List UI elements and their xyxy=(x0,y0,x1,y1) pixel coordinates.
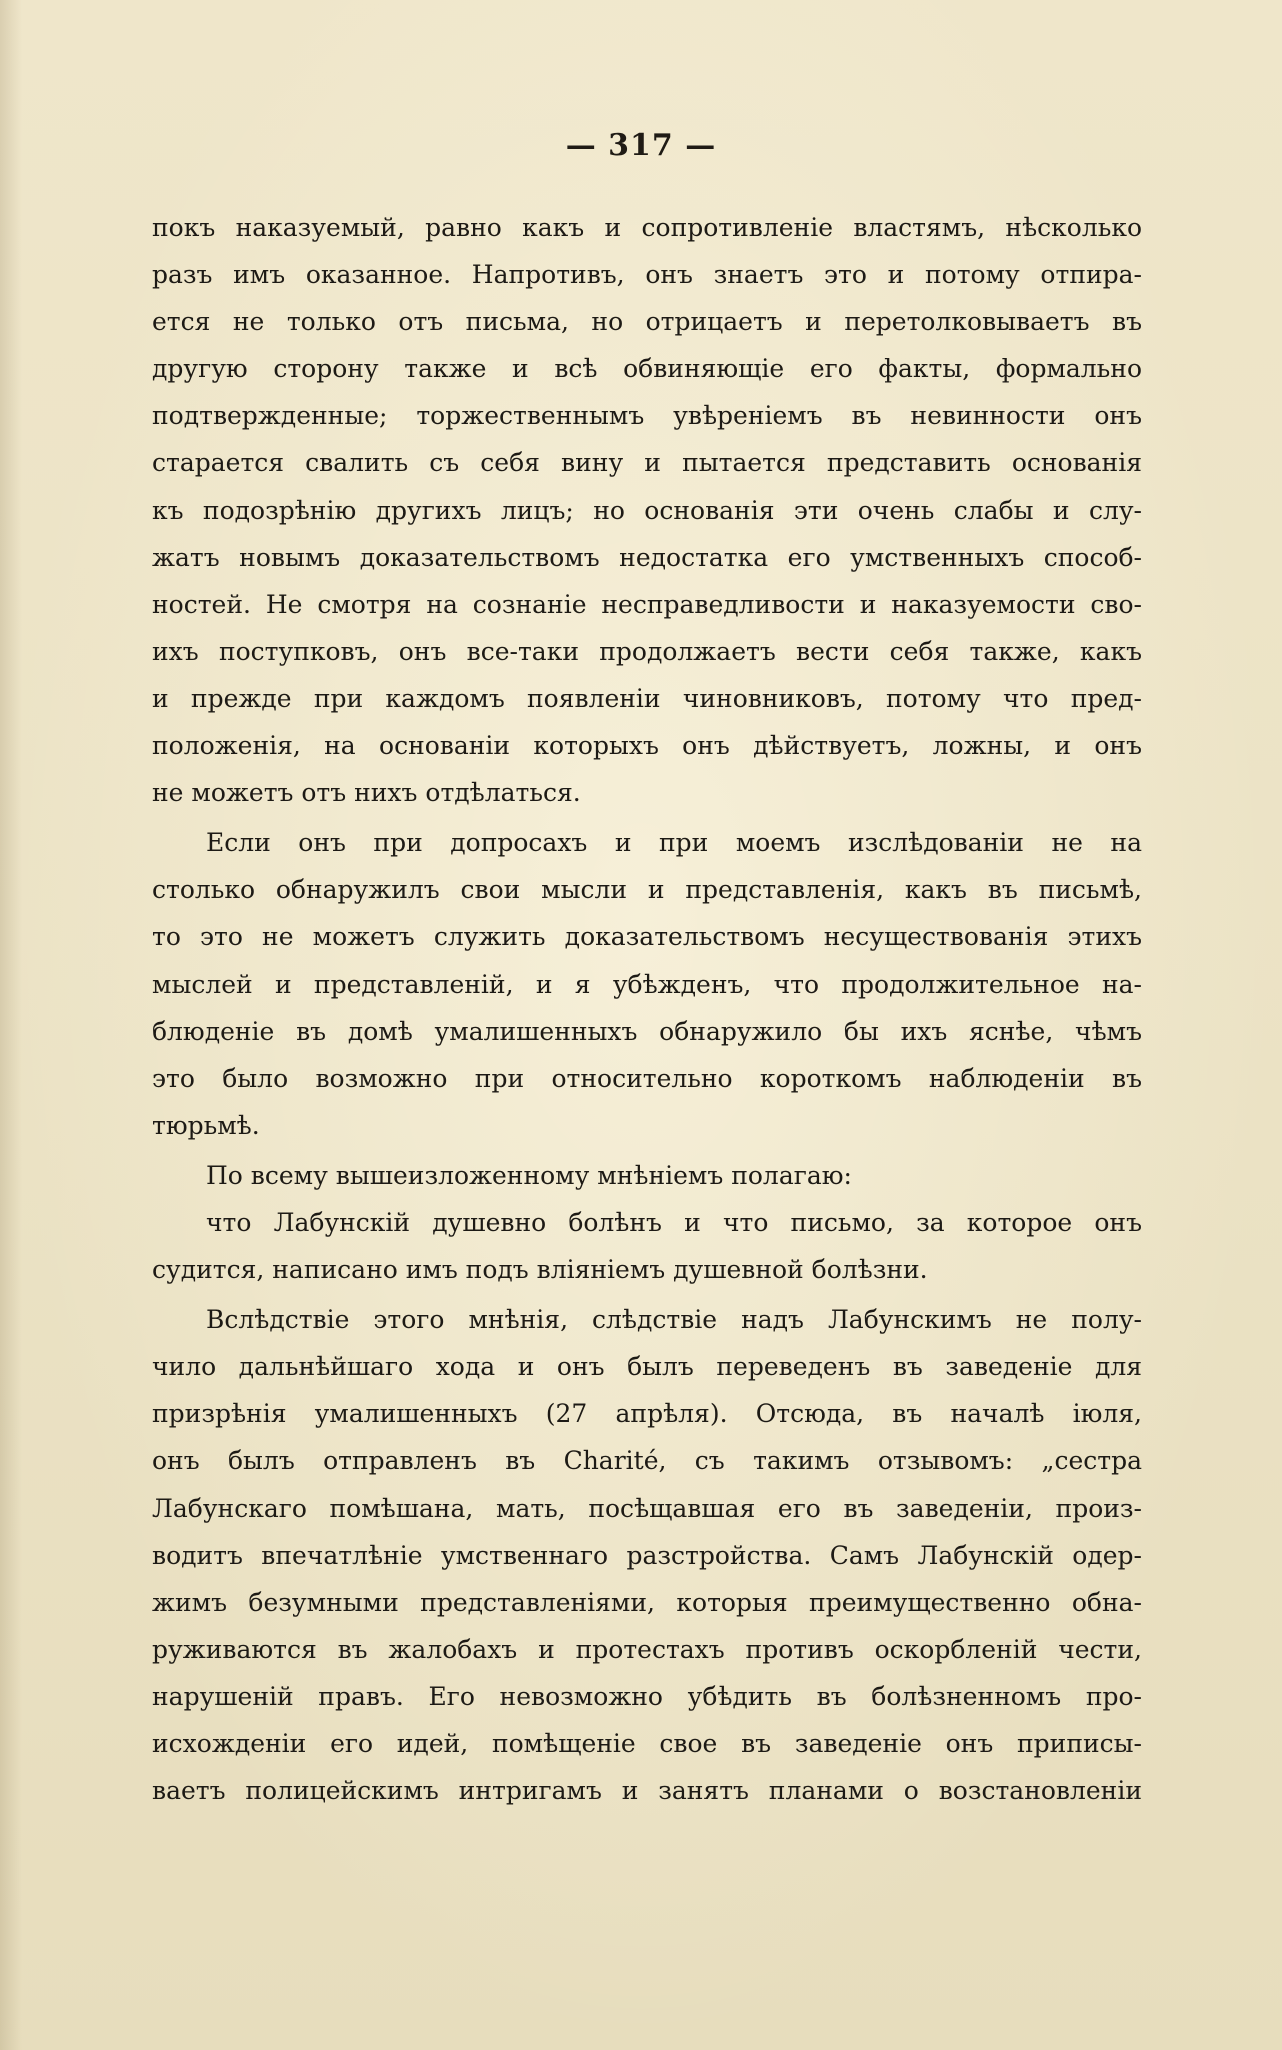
text-line: нарушеній правъ. Его невозможно убѣдить въ болѣзненномъ про- xyxy=(152,1681,1142,1711)
paragraph-1 xyxy=(152,204,1142,816)
page-number: — 317 — xyxy=(565,128,717,163)
text-line: Лабунскаго помѣшана, мать, посѣщавшая его въ заведеніи, произ- xyxy=(152,1493,1142,1523)
page-text xyxy=(152,204,1142,1814)
text-line: ихъ поступковъ, онъ все-таки продолжаетъ вести себя также, какъ xyxy=(152,636,1142,666)
text-line: судится, написано имъ подъ вліяніемъ душевной болѣзни. xyxy=(152,1255,928,1285)
text-line: жимъ безумными представленіями, которыя преимущественно обна- xyxy=(152,1587,1142,1617)
text-line: Если онъ при допросахъ и при моемъ изслѣдованіи не на xyxy=(206,828,1142,858)
text-line: другую сторону также и всѣ обвиняющіе его факты, формально xyxy=(152,354,1142,384)
text-line: ваетъ полицейскимъ интригамъ и занятъ планами о возстановленіи xyxy=(152,1776,1142,1806)
text-line: ностей. Не смотря на сознаніе несправедливости и наказуемости сво- xyxy=(152,589,1142,619)
text-line: это было возможно при относительно короткомъ наблюденіи въ xyxy=(152,1063,1142,1093)
text-line: Вслѣдствіе этого мнѣнія, слѣдствіе надъ Лабунскимъ не полу- xyxy=(206,1305,1142,1335)
text-line: онъ былъ отправленъ въ Charité, съ такимъ отзывомъ: „сестра xyxy=(152,1446,1142,1476)
text-line: не можетъ отъ нихъ отдѣлаться. xyxy=(152,778,581,808)
text-line: призрѣнія умалишенныхъ (27 апрѣля). Отсюда, въ началѣ іюля, xyxy=(152,1399,1142,1429)
text-line: то это не можетъ служить доказательствомъ несуществованія этихъ xyxy=(152,922,1142,952)
paragraph-5 xyxy=(152,1296,1142,1814)
text-line: покъ наказуемый, равно какъ и сопротивленіе властямъ, нѣсколько xyxy=(152,213,1142,242)
text-line: исхожденіи его идей, помѣщеніе свое въ заведеніе онъ приписы- xyxy=(152,1729,1142,1758)
text-line: водитъ впечатлѣніе умственнаго разстройства. Самъ Лабунскій одер- xyxy=(152,1540,1142,1570)
paragraph-3 xyxy=(152,1152,1142,1199)
text-line: къ подозрѣнію другихъ лицъ; но основанія эти очень слабы и слу- xyxy=(152,495,1142,525)
text-line: старается свалить съ себя вину и пытается представить основанія xyxy=(152,448,1142,478)
text-line: чило дальнѣйшаго хода и онъ былъ переведенъ въ заведеніе для xyxy=(152,1352,1142,1382)
text-line: тюрьмѣ. xyxy=(152,1110,260,1140)
text-line: разъ имъ оказанное. Напротивъ, онъ знаетъ это и потому отпира- xyxy=(152,260,1142,290)
text-line: что Лабунскій душевно болѣнъ и что письмо, за которое онъ xyxy=(206,1207,1142,1237)
text-line: По всему вышеизложенному мнѣніемъ полагаю: xyxy=(206,1160,852,1190)
paragraph-2 xyxy=(152,819,1142,1149)
text-line: мыслей и представленій, и я убѣжденъ, что продолжительное на- xyxy=(152,969,1142,999)
text-line: жатъ новымъ доказательствомъ недостатка его умственныхъ способ- xyxy=(152,542,1142,572)
text-line: положенія, на основаніи которыхъ онъ дѣйствуетъ, ложны, и онъ xyxy=(152,731,1142,761)
paragraph-4 xyxy=(152,1199,1142,1293)
text-line: руживаются въ жалобахъ и протестахъ противъ оскорбленій чести, xyxy=(152,1634,1142,1664)
text-line: и прежде при каждомъ появленіи чиновниковъ, потому что пред- xyxy=(152,683,1142,713)
text-line: подтвержденные; торжественнымъ увѣреніемъ въ невинности онъ xyxy=(152,401,1142,431)
text-line: столько обнаружилъ свои мысли и представленія, какъ въ письмѣ, xyxy=(152,875,1142,905)
text-line: ется не только отъ письма, но отрицаетъ и перетолковываетъ въ xyxy=(152,307,1142,337)
text-line: блюденіе въ домѣ умалишенныхъ обнаружило бы ихъ яснѣе, чѣмъ xyxy=(152,1016,1142,1046)
